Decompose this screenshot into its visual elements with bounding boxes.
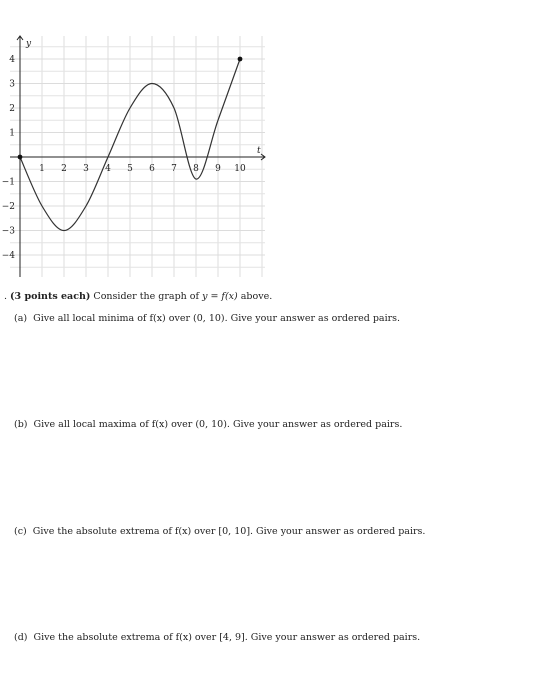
y-tick-label: 1 xyxy=(9,128,15,139)
part-a-label: (a) xyxy=(14,313,28,324)
y-tick-label: −1 xyxy=(1,177,15,188)
x-tick-label: 9 xyxy=(215,164,221,174)
x-axis-label: t xyxy=(257,146,261,156)
y-axis-label: y xyxy=(26,39,32,49)
part-c-label: (c) xyxy=(14,526,27,537)
part-b xyxy=(14,419,402,430)
axes xyxy=(10,36,265,277)
problem-statement xyxy=(4,291,272,302)
part-b-label: (b) xyxy=(14,419,28,430)
x-tick-label: 1 xyxy=(39,164,45,174)
x-tick-label: 5 xyxy=(127,164,133,174)
y-tick-label: −3 xyxy=(1,226,15,237)
x-tick-label: 6 xyxy=(149,164,155,174)
y-tick-label: −4 xyxy=(1,251,15,261)
y-tick-label: −2 xyxy=(1,202,15,212)
part-c-text: Give the absolute extrema of f(x) over [0, 10]. Give your answer as ordered pairs. xyxy=(32,526,426,537)
endpoint-dot xyxy=(18,155,23,160)
x-tick-label: 4 xyxy=(105,164,111,174)
part-b-text: Give all local maxima of f(x) over (0, 10). Give your answer as ordered pairs. xyxy=(33,419,403,430)
x-tick-label: 2 xyxy=(61,164,67,174)
y-tick-label: 2 xyxy=(9,104,15,114)
endpoint-dot xyxy=(238,57,243,62)
part-a-text: Give all local minima of f(x) over (0, 10). Give your answer as ordered pairs. xyxy=(33,313,401,324)
x-tick-label: 8 xyxy=(193,164,199,174)
problem-points: (3 points each) xyxy=(10,291,91,302)
x-tick-label: 7 xyxy=(171,164,177,174)
y-tick-label: 3 xyxy=(9,79,15,90)
y-tick-label: 4 xyxy=(9,55,15,65)
x-tick-label: 3 xyxy=(83,164,89,174)
part-d xyxy=(14,632,420,643)
x-tick-label: 10 xyxy=(234,164,246,174)
part-c xyxy=(14,526,425,537)
problem-intro: Consider the graph of xyxy=(93,291,200,302)
part-a xyxy=(14,313,400,324)
problem-equation: y = f(x) xyxy=(202,291,238,302)
part-d-text: Give the absolute extrema of f(x) over [4, 9]. Give your answer as ordered pairs. xyxy=(33,632,421,643)
function-graph xyxy=(0,0,290,290)
part-d-label: (d) xyxy=(14,632,28,643)
problem-after: above. xyxy=(240,291,273,302)
problem-lead: . xyxy=(4,291,11,302)
